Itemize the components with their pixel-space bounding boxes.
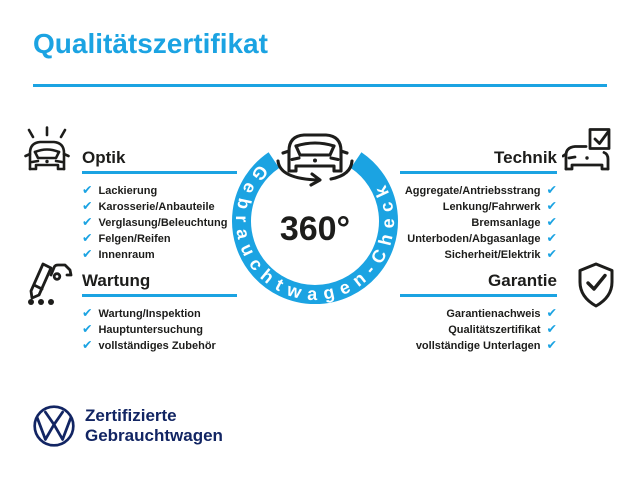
- checkmark-icon: ✔: [82, 198, 93, 214]
- checkmark-icon: ✔: [82, 321, 93, 337]
- checklist-item: [82, 183, 252, 199]
- checklist-item-label: vollständiges Zubehör: [98, 339, 216, 352]
- checklist-item-label: Hauptuntersuchung: [98, 323, 203, 336]
- checkmark-icon: ✔: [82, 337, 93, 353]
- shield-check-icon: [575, 261, 617, 309]
- ring-label: Gebrauchtwagen-Check: [231, 161, 399, 305]
- checklist-item-label: Sicherheit/Elektrik: [444, 248, 541, 261]
- sparkling-car-icon: [24, 126, 70, 174]
- checklist-item: [82, 338, 252, 354]
- section-heading-wartung: Wartung: [82, 271, 151, 290]
- checklist-item-label: Aggregate/Antriebsstrang: [404, 184, 541, 197]
- checkmark-icon: ✔: [546, 182, 557, 198]
- checklist-item-label: Wartung/Inspektion: [98, 307, 201, 320]
- checklist-item-label: Unterboden/Abgasanlage: [407, 232, 541, 245]
- checkmark-icon: ✔: [82, 305, 93, 321]
- section-underline: [400, 171, 557, 174]
- section-heading-technik: Technik: [494, 148, 557, 167]
- checklist-item-label: Verglasung/Beleuchtung: [98, 216, 228, 229]
- checklist-item: [367, 215, 557, 231]
- section-underline: [82, 294, 237, 297]
- checklist-item: [82, 306, 252, 322]
- checkmark-icon: ✔: [546, 246, 557, 262]
- checklist-item-label: Karosserie/Anbauteile: [98, 200, 215, 213]
- car-checkbox-icon: [562, 127, 612, 173]
- checklist-item: [367, 183, 557, 199]
- garantie-checklist: [367, 306, 557, 354]
- checkmark-icon: ✔: [546, 230, 557, 246]
- checklist-item: [82, 231, 252, 247]
- checkmark-icon: ✔: [82, 214, 93, 230]
- checklist-item-label: Felgen/Reifen: [98, 232, 171, 245]
- checklist-item-label: vollständige Unterlagen: [415, 339, 541, 352]
- checklist-item: [367, 322, 557, 338]
- section-technik: [367, 148, 557, 263]
- section-garantie: [367, 271, 557, 354]
- checklist-item-label: Garantienachweis: [446, 307, 541, 320]
- checklist-item: [367, 338, 557, 354]
- checklist-item-label: Qualitätszertifikat: [448, 323, 541, 336]
- vw-logo: [32, 404, 76, 448]
- title-divider: [33, 84, 607, 87]
- checklist-item: [367, 247, 557, 263]
- checklist-item: [82, 199, 252, 215]
- brand-line-1: Zertifizierte: [85, 406, 177, 425]
- wartung-checklist: [82, 306, 252, 354]
- brand-text: [85, 406, 223, 446]
- checkmark-icon: ✔: [82, 230, 93, 246]
- checklist-item-label: Innenraum: [98, 248, 155, 261]
- checklist-item-label: Bremsanlage: [471, 216, 541, 229]
- section-wartung: [82, 271, 252, 354]
- checkmark-icon: ✔: [82, 182, 93, 198]
- section-underline: [82, 171, 237, 174]
- checkmark-icon: ✔: [546, 214, 557, 230]
- checkmark-icon: ✔: [546, 321, 557, 337]
- checkmark-icon: ✔: [82, 246, 93, 262]
- checklist-item: [82, 215, 252, 231]
- section-heading-garantie: Garantie: [488, 271, 557, 290]
- checklist-item: [82, 322, 252, 338]
- page-title: Qualitätszertifikat: [33, 28, 268, 59]
- checkmark-icon: ✔: [546, 337, 557, 353]
- checklist-item: [82, 247, 252, 263]
- technik-checklist: [367, 183, 557, 263]
- checkmark-icon: ✔: [546, 305, 557, 321]
- checklist-item: [367, 199, 557, 215]
- degree-label: 360°: [279, 210, 351, 248]
- section-underline: [400, 294, 557, 297]
- checklist-item-label: Lackierung: [98, 184, 158, 197]
- section-heading-optik: Optik: [82, 148, 126, 167]
- checklist-item: [367, 306, 557, 322]
- pencil-car-icon: [22, 253, 74, 307]
- optik-checklist: [82, 183, 252, 263]
- checklist-item: [367, 231, 557, 247]
- brand-line-2: Gebrauchtwagen: [85, 426, 223, 445]
- section-optik: [82, 148, 252, 263]
- checklist-item-label: Lenkung/Fahrwerk: [442, 200, 541, 213]
- checkmark-icon: ✔: [546, 198, 557, 214]
